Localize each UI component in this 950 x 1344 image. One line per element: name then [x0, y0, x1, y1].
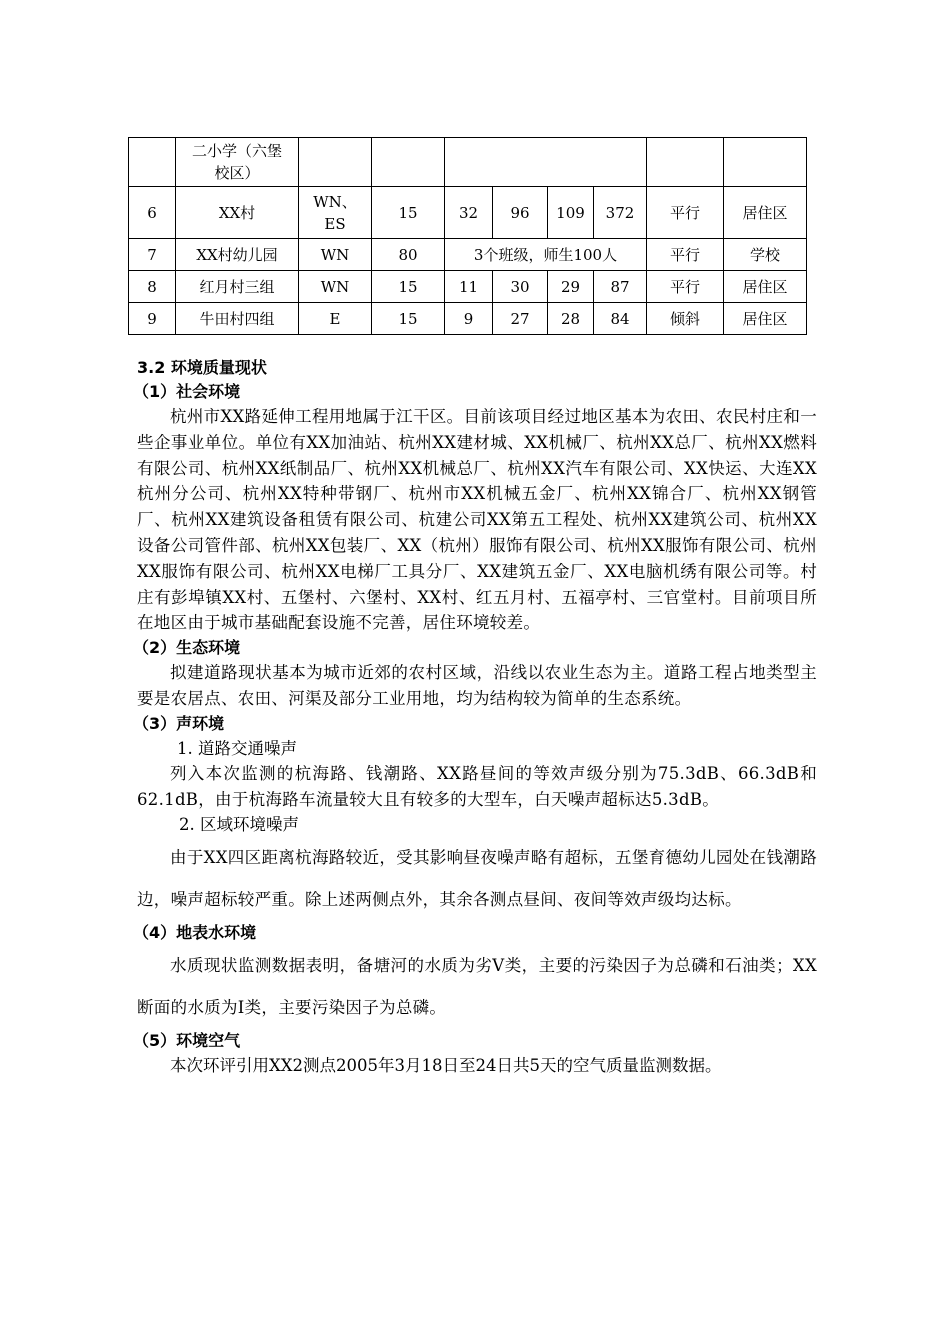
table-cell [299, 138, 372, 187]
paragraph-area-noise: 由于XX四区距离杭海路较近，受其影响昼夜噪声略有超标，五堡育德幼儿园处在钱潮路边，噪声超标较严重。除上述两侧点外，其余各测点昼间、夜间等效声级均达标。 [137, 848, 817, 910]
table-cell: 8 [129, 271, 176, 303]
table-cell: 28 [548, 303, 594, 335]
table-cell: 学校 [724, 239, 807, 271]
table-row [129, 239, 807, 271]
table-cell: XX村幼儿园 [176, 239, 299, 271]
table-cell [129, 138, 176, 187]
table-cell: 平行 [647, 239, 724, 271]
section-content [133, 356, 817, 1079]
table-cell [548, 138, 594, 187]
table-cell: 96 [493, 187, 548, 239]
table-cell: 9 [445, 303, 493, 335]
paragraph-ecology: 拟建道路现状基本为城市近郊的农村区域，沿线以农业生态为主。道路工程占地类型主要是农居点、农田、河渠及部分工业用地，均为结构较为简单的生态系统。 [137, 663, 817, 708]
table-row [129, 303, 807, 335]
table-cell: 87 [594, 271, 647, 303]
table-cell: 15 [372, 303, 445, 335]
table-cell: 居住区 [724, 303, 807, 335]
table-cell: XX村 [176, 187, 299, 239]
table-cell: 11 [445, 271, 493, 303]
table-cell: 6 [129, 187, 176, 239]
table-cell: E [299, 303, 372, 335]
table-cell: 84 [594, 303, 647, 335]
section-title: 3.2 环境质量现状 [137, 358, 267, 377]
subsection-title-ecology: （2）生态环境 [133, 638, 241, 658]
table-row [129, 187, 807, 239]
table-cell: 15 [372, 187, 445, 239]
table-cell: 3个班级，师生100人 [445, 239, 647, 271]
table-cell: 372 [594, 187, 647, 239]
table-cell [647, 138, 724, 187]
paragraph-air: 本次环评引用XX2测点2005年3月18日至24日共5天的空气质量监测数据。 [170, 1056, 722, 1076]
table-cell: 居住区 [724, 271, 807, 303]
table-cell [724, 138, 807, 187]
table-cell: 80 [372, 239, 445, 271]
paragraph-water: 水质现状监测数据表明，备塘河的水质为劣Ⅴ类，主要的污染因子为总磷和石油类；XX断面的水质为Ⅰ类，主要污染因子为总磷。 [137, 956, 817, 1018]
noise-subheading-area: 2. 区域环境噪声 [179, 815, 299, 835]
table-cell: 15 [372, 271, 445, 303]
noise-subheading-traffic: 1. 道路交通噪声 [177, 738, 297, 758]
table-cell: WN、ES [299, 187, 372, 239]
table-cell: 二小学（六堡校区） [176, 138, 299, 187]
table-cell [594, 138, 647, 187]
table-cell [445, 138, 493, 187]
table-cell: 32 [445, 187, 493, 239]
table-cell [493, 138, 548, 187]
paragraph-social: 杭州市XX路延伸工程用地属于江干区。目前该项目经过地区基本为农田、农民村庄和一些企事业单位。单位有XX加油站、杭州XX建材城、XX机械厂、杭州XX总厂、杭州XX燃料有限公司、杭州XX纸制品厂、杭州XX机械总厂、杭州XX汽车有限公司、XX快运、大连XX杭州分公司、杭州XX特种带钢厂、杭州市XX机械五金厂、杭州XX锦合厂、杭州XX钢管厂、杭州XX建筑设备租赁有限公司、杭建公司XX第五工程处、杭州XX建筑公司、杭州XX设备公司管件部、杭州XX包装厂、XX（杭州）服饰有限公司、杭州XX服饰有限公司、杭州XX服饰有限公司、杭州XX电梯厂工具分厂、XX建筑五金厂、XX电脑机绣有限公司等。村庄有彭埠镇XX村、五堡村、六堡村、XX村、红五月村、五福亭村、三官堂村。目前项目所在地区由于城市基础配套设施不完善，居住环境较差。 [137, 407, 817, 633]
table-cell: 红月村三组 [176, 271, 299, 303]
table-cell: 7 [129, 239, 176, 271]
table-row [129, 271, 807, 303]
table-cell: 9 [129, 303, 176, 335]
sensitive-points-table [128, 137, 807, 335]
subsection-title-social: （1）社会环境 [133, 382, 241, 401]
table-cell [372, 138, 445, 187]
paragraph-traffic-noise: 列入本次监测的杭海路、钱潮路、XX路昼间的等效声级分别为75.3dB、66.3dB和62.1dB，由于杭海路车流量较大且有较多的大型车，白天噪声超标达5.3dB。 [137, 763, 817, 809]
table-cell: 居住区 [724, 187, 807, 239]
table-cell: 倾斜 [647, 303, 724, 335]
table-cell: 29 [548, 271, 594, 303]
table-cell: WN [299, 239, 372, 271]
table-cell: 平行 [647, 187, 724, 239]
table-cell: 平行 [647, 271, 724, 303]
subsection-title-air: （5）环境空气 [133, 1031, 241, 1051]
table-cell: 109 [548, 187, 594, 239]
table-row [129, 138, 807, 187]
subsection-title-water: （4）地表水环境 [133, 923, 257, 943]
table-cell: WN [299, 271, 372, 303]
table-cell: 牛田村四组 [176, 303, 299, 335]
subsection-title-noise: （3）声环境 [133, 713, 225, 733]
table-cell: 27 [493, 303, 548, 335]
table-cell: 30 [493, 271, 548, 303]
